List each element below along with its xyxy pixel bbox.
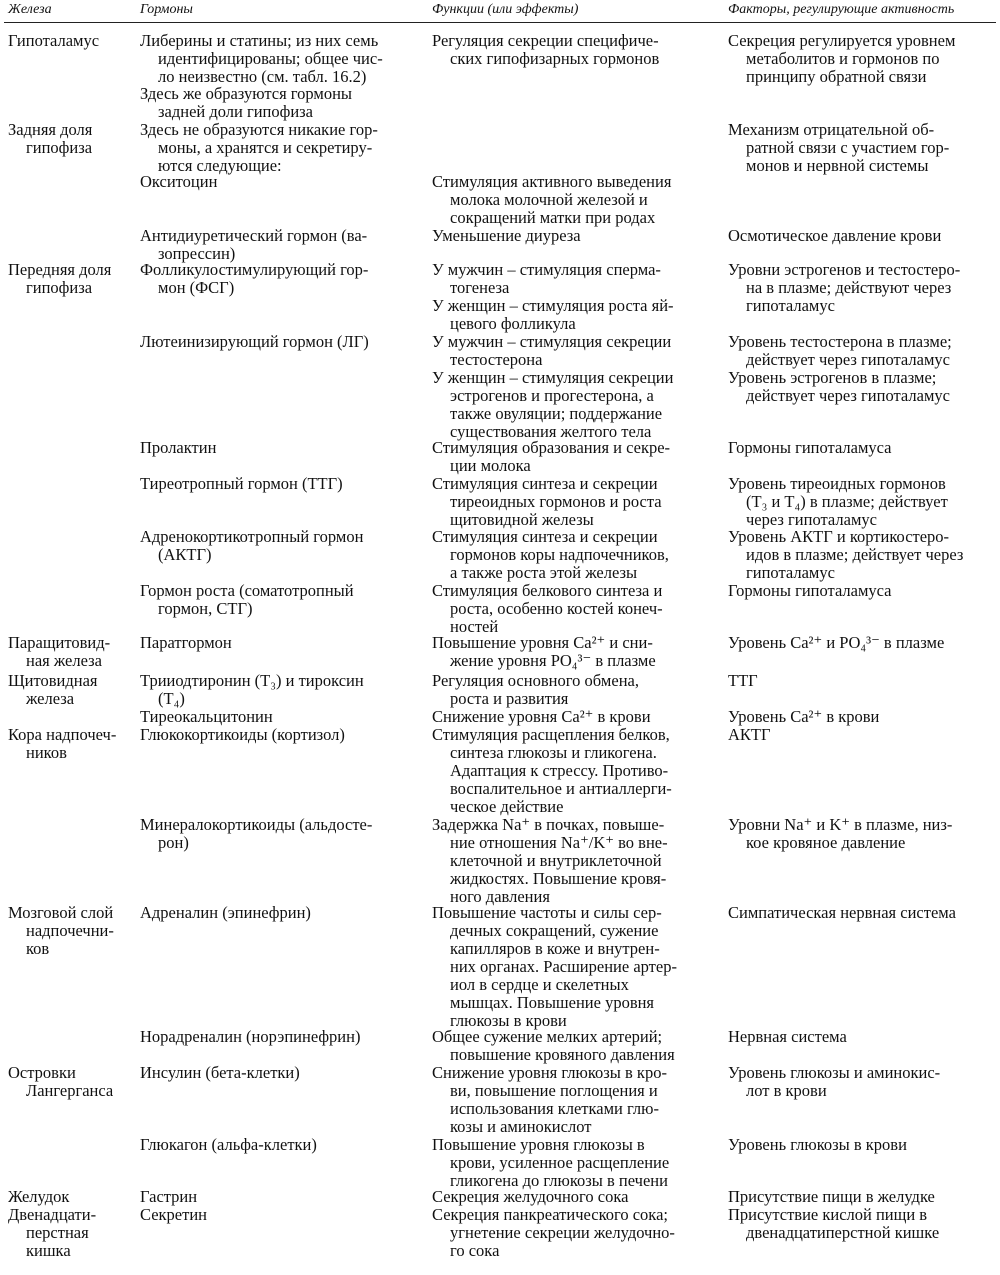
cell-line: кишка	[26, 1241, 71, 1260]
cell-line: Гормон роста (соматотропный	[140, 581, 354, 600]
cell-line: Адаптация к стрессу. Противо-	[450, 761, 669, 780]
cell-line: угнетение секреции желудочно-	[450, 1223, 675, 1242]
cell-line: Адренокортикотропный гормон	[140, 527, 364, 546]
cell-line: Норадреналин (норэпинефрин)	[140, 1027, 361, 1046]
cell-line: Осмотическое давление крови	[728, 226, 942, 245]
hormone-cell	[140, 333, 428, 351]
cell-line: молока молочной железой и	[450, 190, 648, 209]
cell-line: Уровень Ca²⁺ в крови	[728, 707, 880, 726]
cell-line: Регуляция секреции специфиче-	[432, 31, 659, 50]
cell-line: Стимуляция расщепления белков,	[432, 725, 670, 744]
cell-line: Мозговой слой	[8, 903, 114, 922]
hormone-cell	[140, 32, 428, 86]
cell-line: Фолликулостимулирующий гор-	[140, 260, 369, 279]
gland-cell	[8, 1188, 136, 1206]
cell-line: гормонов коры надпочечников,	[450, 545, 669, 564]
cell-line: повышение кровяного давления	[450, 1045, 675, 1064]
cell-line: цевого фолликула	[450, 314, 576, 333]
cell-line: Задняя доля	[8, 120, 93, 139]
cell-line: Паращитовид-	[8, 633, 111, 652]
function-cell	[432, 333, 724, 369]
cell-line: лот в крови	[746, 1081, 827, 1100]
cell-line: гормон, СТГ)	[158, 599, 253, 618]
cell-line: мон (ФСГ)	[158, 278, 235, 297]
factor-cell	[728, 1188, 998, 1206]
gland-cell	[8, 261, 136, 297]
factor-cell	[728, 1028, 998, 1046]
factor-cell	[728, 672, 998, 690]
gland-cell	[8, 121, 136, 157]
cell-line: У мужчин – стимуляция сперма-	[432, 260, 661, 279]
cell-line: тестостерона	[450, 350, 543, 369]
cell-line: Гастрин	[140, 1187, 198, 1206]
factor-cell	[728, 904, 998, 922]
hormone-cell	[140, 708, 428, 726]
function-cell	[432, 726, 724, 816]
factor-cell	[728, 369, 998, 405]
cell-line: перстная	[26, 1223, 89, 1242]
cell-line: тиреоидных гормонов и роста	[450, 492, 662, 511]
cell-line: Желудок	[8, 1187, 70, 1206]
cell-line: Лютеинизирующий гормон (ЛГ)	[140, 332, 369, 351]
cell-line: Уровень тестостерона в плазме;	[728, 332, 952, 351]
cell-line: дечных сокращений, сужение	[450, 921, 659, 940]
cell-line: принципу обратной связи	[746, 67, 927, 86]
cell-line: Паратгормон	[140, 633, 232, 652]
cell-line: Снижение уровня глюкозы в кро-	[432, 1063, 667, 1082]
cell-line: Задержка Na⁺ в почках, повыше-	[432, 815, 665, 834]
cell-line: Тиреокальцитонин	[140, 707, 273, 726]
cell-line: гипоталамус	[746, 563, 835, 582]
hormone-cell	[140, 634, 428, 652]
cell-line: гликогена до глюкозы в печени	[450, 1171, 668, 1190]
cell-line: Гормоны гипоталамуса	[728, 581, 892, 600]
cell-line: существования желтого тела	[450, 422, 652, 441]
function-cell	[432, 672, 724, 708]
cell-line: Двенадцати-	[8, 1205, 97, 1224]
cell-line: действует через гипоталамус	[746, 350, 950, 369]
hormone-cell	[140, 1028, 428, 1046]
function-cell	[432, 1136, 724, 1190]
cell-line: рон)	[158, 833, 189, 852]
cell-line: эстрогенов и прогестерона, а	[450, 386, 654, 405]
header-gland: Железа	[8, 2, 52, 17]
cell-line: У мужчин – стимуляция секреции	[432, 332, 672, 351]
gland-cell	[8, 726, 136, 762]
function-cell	[432, 634, 724, 670]
function-cell	[432, 227, 724, 245]
cell-line: Уровень глюкозы в крови	[728, 1135, 907, 1154]
cell-line: жидкостях. Повышение кровя-	[450, 869, 667, 888]
header-hormones: Гормоны	[140, 2, 193, 17]
cell-line: а также роста этой железы	[450, 563, 638, 582]
hormone-cell	[140, 726, 428, 744]
cell-line: надпочечни-	[26, 921, 114, 940]
gland-cell	[8, 1206, 136, 1260]
cell-line: Гипоталамус	[8, 31, 100, 50]
cell-line: Уровни Na⁺ и K⁺ в плазме, низ-	[728, 815, 953, 834]
cell-line: воспалительное и антиаллерги-	[450, 779, 672, 798]
cell-line: Стимуляция белкового синтеза и	[432, 581, 663, 600]
cell-line: (АКТГ)	[158, 545, 212, 564]
cell-line: на в плазме; действуют через	[746, 278, 952, 297]
factor-cell	[728, 261, 998, 315]
cell-line: действует через гипоталамус	[746, 386, 950, 405]
hormone-cell	[140, 904, 428, 922]
cell-line: Инсулин (бета-клетки)	[140, 1063, 300, 1082]
function-cell	[432, 528, 724, 582]
cell-line: Кора надпочеч-	[8, 725, 117, 744]
function-cell	[432, 297, 724, 333]
cell-line: также овуляции; поддержание	[450, 404, 663, 423]
function-cell	[432, 173, 724, 227]
cell-line: глюкозы в крови	[450, 1011, 567, 1030]
hormone-cell	[140, 582, 428, 618]
function-cell	[432, 32, 724, 68]
function-cell	[432, 1064, 724, 1136]
cell-line: ностей	[450, 617, 499, 636]
cell-line: Секретин	[140, 1205, 207, 1224]
cell-line: идентифицированы; общее чис-	[158, 49, 383, 68]
function-cell	[432, 1028, 724, 1064]
gland-cell	[8, 32, 136, 50]
factor-cell	[728, 708, 998, 726]
hormone-cell	[140, 85, 428, 121]
cell-line: го сока	[450, 1241, 500, 1260]
cell-line: Глюкокортикоиды (кортизол)	[140, 725, 345, 744]
factor-cell	[728, 816, 998, 852]
factor-cell	[728, 333, 998, 369]
cell-line: щитовидной железы	[450, 510, 594, 529]
cell-line: идов в плазме; действует через	[746, 545, 964, 564]
cell-line: метаболитов и гормонов по	[746, 49, 940, 68]
cell-line: Уменьшение диуреза	[432, 226, 581, 245]
cell-line: задней доли гипофиза	[158, 102, 314, 121]
cell-line: АКТГ	[728, 725, 771, 744]
cell-line: Глюкагон (альфа-клетки)	[140, 1135, 317, 1154]
hormone-cell	[140, 816, 428, 852]
cell-line: ков	[26, 939, 50, 958]
cell-line: крови, усиленное расщепление	[450, 1153, 670, 1172]
cell-line: ются следующие:	[158, 156, 282, 175]
cell-line: капилляров в коже и внутрен-	[450, 939, 660, 958]
function-cell	[432, 475, 724, 529]
function-cell	[432, 904, 724, 1030]
cell-line: двенадцатиперстной кишке	[746, 1223, 940, 1242]
factor-cell	[728, 227, 998, 245]
cell-line: ческое действие	[450, 797, 564, 816]
factor-cell	[728, 582, 998, 600]
factor-cell	[728, 528, 998, 582]
cell-line: Трииодтиронин (T₃) и тироксин	[140, 671, 364, 690]
cell-line: Стимуляция образования и секре-	[432, 438, 671, 457]
cell-line: Стимуляция синтеза и секреции	[432, 527, 658, 546]
header-functions: Функции (или эффекты)	[432, 2, 579, 17]
hormone-cell	[140, 121, 428, 175]
hormone-cell	[140, 1188, 428, 1206]
cell-line: Уровень Ca²⁺ и PO₄³⁻ в плазме	[728, 633, 945, 652]
gland-cell	[8, 672, 136, 708]
cell-line: использования клетками глю-	[450, 1099, 659, 1118]
cell-line: Присутствие пищи в желудке	[728, 1187, 935, 1206]
cell-line: Присутствие кислой пищи в	[728, 1205, 928, 1224]
hormone-cell	[140, 1064, 428, 1082]
cell-line: Общее сужение мелких артерий;	[432, 1027, 663, 1046]
cell-line: жение уровня PO₄³⁻ в плазме	[450, 651, 656, 670]
cell-line: синтеза глюкозы и гликогена.	[450, 743, 657, 762]
factor-cell	[728, 475, 998, 529]
cell-line: Островки	[8, 1063, 76, 1082]
cell-line: зопрессин)	[158, 244, 236, 263]
cell-line: гипоталамус	[746, 296, 835, 315]
hormone-cell	[140, 528, 428, 564]
function-cell	[432, 1188, 724, 1206]
cell-line: Уровень эстрогенов в плазме;	[728, 368, 937, 387]
cell-line: ции молока	[450, 456, 531, 475]
cell-line: Секреция желудочного сока	[432, 1187, 629, 1206]
cell-line: ная железа	[26, 651, 102, 670]
header-factors: Факторы, регулирующие активность	[728, 2, 955, 17]
function-cell	[432, 1206, 724, 1260]
function-cell	[432, 708, 724, 726]
factor-cell	[728, 1064, 998, 1100]
cell-line: ТТГ	[728, 671, 758, 690]
cell-line: Гормоны гипоталамуса	[728, 438, 892, 457]
gland-cell	[8, 634, 136, 670]
factor-cell	[728, 32, 998, 86]
cell-line: мышцах. Повышение уровня	[450, 993, 655, 1012]
cell-line: Секреция регулируется уровнем	[728, 31, 956, 50]
factor-cell	[728, 1206, 998, 1242]
cell-line: Передняя доля	[8, 260, 112, 279]
cell-line: Лангерганса	[26, 1081, 114, 1100]
cell-line: Механизм отрицательной об-	[728, 120, 935, 139]
factor-cell	[728, 1136, 998, 1154]
cell-line: ло неизвестно (см. табл. 16.2)	[158, 67, 367, 86]
cell-line: Уровень АКТГ и кортикостеро-	[728, 527, 950, 546]
cell-line: клеточной и внутриклеточной	[450, 851, 662, 870]
cell-line: через гипоталамус	[746, 510, 877, 529]
function-cell	[432, 439, 724, 475]
cell-line: роста и развития	[450, 689, 569, 708]
function-cell	[432, 369, 724, 441]
cell-line: ских гипофизарных гормонов	[450, 49, 660, 68]
cell-line: Антидиуретический гормон (ва-	[140, 226, 368, 245]
cell-line: сокращений матки при родах	[450, 208, 656, 227]
cell-line: тогенеза	[450, 278, 510, 297]
cell-line: (T₃ и T₄) в плазме; действует	[746, 492, 948, 511]
cell-line: них органах. Расширение артер-	[450, 957, 677, 976]
cell-line: монов и нервной системы	[746, 156, 929, 175]
factor-cell	[728, 439, 998, 457]
cell-line: У женщин – стимуляция секреции	[432, 368, 674, 387]
header-rule	[4, 22, 996, 23]
cell-line: (T₄)	[158, 689, 185, 708]
cell-line: Минералокортикоиды (альдосте-	[140, 815, 373, 834]
cell-line: Окситоцин	[140, 172, 218, 191]
cell-line: ного давления	[450, 887, 550, 906]
factor-cell	[728, 634, 998, 652]
cell-line: Регуляция основного обмена,	[432, 671, 639, 690]
cell-line: железа	[26, 689, 75, 708]
cell-line: Уровни эстрогенов и тестостеро-	[728, 260, 961, 279]
cell-line: Здесь же образуются гормоны	[140, 84, 353, 103]
cell-line: Снижение уровня Ca²⁺ в крови	[432, 707, 651, 726]
cell-line: Повышение частоты и силы сер-	[432, 903, 662, 922]
cell-line: козы и аминокислот	[450, 1117, 592, 1136]
cell-line: Либерины и статины; из них семь	[140, 31, 379, 50]
cell-line: Адреналин (эпинефрин)	[140, 903, 311, 922]
cell-line: Повышение уровня глюкозы в	[432, 1135, 645, 1154]
cell-line: Повышение уровня Ca²⁺ и сни-	[432, 633, 653, 652]
cell-line: гипофиза	[26, 138, 93, 157]
cell-line: иол в сердце и скелетных	[450, 975, 629, 994]
factor-cell	[728, 121, 998, 175]
cell-line: Тиреотропный гормон (ТТГ)	[140, 474, 343, 493]
hormone-cell	[140, 475, 428, 493]
cell-line: Секреция панкреатического сока;	[432, 1205, 668, 1224]
cell-line: Симпатическая нервная система	[728, 903, 956, 922]
cell-line: Здесь не образуются никакие гор-	[140, 120, 378, 139]
cell-line: Уровень глюкозы и аминокис-	[728, 1063, 941, 1082]
cell-line: У женщин – стимуляция роста яй-	[432, 296, 674, 315]
function-cell	[432, 816, 724, 906]
function-cell	[432, 261, 724, 297]
cell-line: ников	[26, 743, 67, 762]
factor-cell	[728, 726, 998, 744]
gland-cell	[8, 1064, 136, 1100]
cell-line: Стимуляция синтеза и секреции	[432, 474, 658, 493]
hormone-cell	[140, 1206, 428, 1224]
cell-line: Уровень тиреоидных гормонов	[728, 474, 946, 493]
cell-line: Стимуляция активного выведения	[432, 172, 672, 191]
cell-line: роста, особенно костей конеч-	[450, 599, 663, 618]
cell-line: Щитовидная	[8, 671, 98, 690]
cell-line: Нервная система	[728, 1027, 847, 1046]
hormone-cell	[140, 1136, 428, 1154]
cell-line: ви, повышение поглощения и	[450, 1081, 658, 1100]
cell-line: ние отношения Na⁺/K⁺ во вне-	[450, 833, 668, 852]
gland-cell	[8, 904, 136, 958]
cell-line: кое кровяное давление	[746, 833, 906, 852]
function-cell	[432, 582, 724, 636]
hormone-cell	[140, 227, 428, 263]
cell-line: ратной связи с участием гор-	[746, 138, 950, 157]
cell-line: гипофиза	[26, 278, 93, 297]
hormone-cell	[140, 672, 428, 708]
cell-line: моны, а хранятся и секретиру-	[158, 138, 373, 157]
hormone-cell	[140, 173, 428, 191]
cell-line: Пролактин	[140, 438, 217, 457]
hormone-cell	[140, 439, 428, 457]
hormone-cell	[140, 261, 428, 297]
